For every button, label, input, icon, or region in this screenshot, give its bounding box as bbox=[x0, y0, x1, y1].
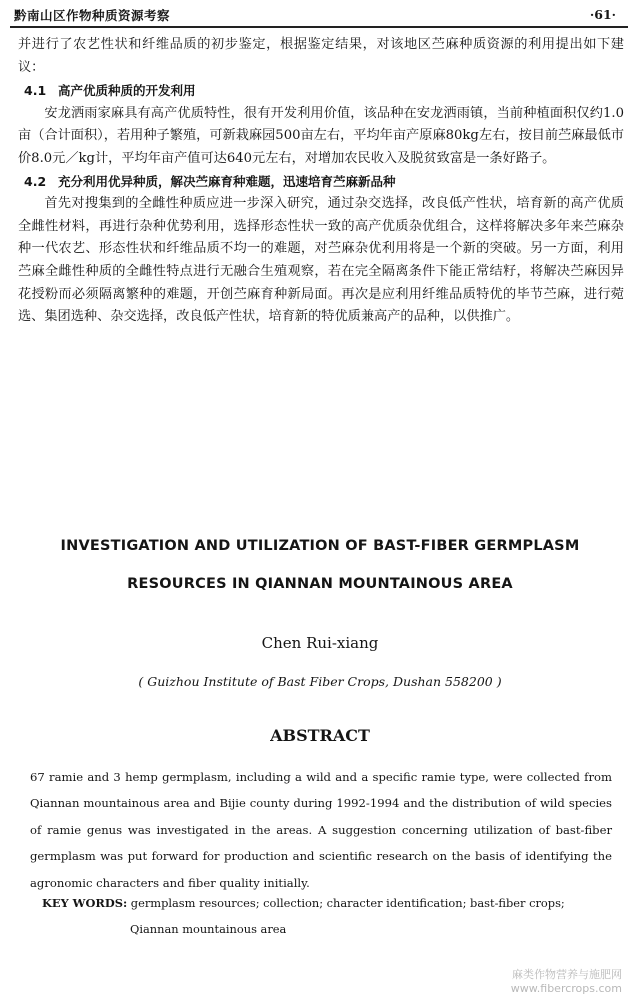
keywords bbox=[42, 890, 614, 942]
section-body-4-1: 安龙洒雨家麻具有高产优质特性，很有开发利用价值，该品种在安龙洒雨镇，当前种植面积仅约1.0亩（合计面积），若用种子繁殖，可新栽麻园500亩左右，平均年亩产原麻80kg左右，按目前苎麻最低市价8.0元／kg计，平均年亩产值可达640元左右，对增加农民收入及脱贫致富是一条好路子。 bbox=[18, 105, 624, 166]
author-affiliation: ( Guizhou Institute of Bast Fiber Crops, Dushan 558200 ) bbox=[138, 674, 502, 689]
site-watermark bbox=[511, 968, 622, 996]
section-title: 高产优质种质的开发利用 bbox=[58, 83, 196, 99]
watermark-url: www.fibercrops.com bbox=[510, 982, 622, 995]
section-number: 4.2 bbox=[24, 173, 47, 189]
abstract-heading: ABSTRACT bbox=[270, 726, 370, 745]
section-heading-4-2 bbox=[18, 171, 624, 194]
section-title: 充分利用优异种质，解决苎麻育种难题，迅速培育苎麻新品种 bbox=[58, 173, 396, 189]
section-number: 4.1 bbox=[24, 83, 47, 99]
keywords-list-continued: Qiannan mountainous area bbox=[130, 922, 287, 936]
page-header bbox=[10, 4, 628, 28]
section-body-4-2: 首先对搜集到的全雌性种质应进一步深入研究，通过杂交选择，改良低产性状，培育新的高产优质全雌性材料，再进行杂种优势利用，选择形态性状一致的高产优质杂优组合，这样将解决多年来苎麻杂种一代农艺、形态性状和纤维品质不均一的难题，对苎麻杂优利用将是一个新的突破。另一方面，利用苎麻全雌性种质的全雌性特点进行无融合生殖观察，若在完全隔离条件下能正常结籽，将解决苎麻因异花授粉而必须隔离繁种的难题，开创苎麻育种新局面。再次是应利用纤维品质特优的毕节苎麻，进行菀选、集团选种、杂交选择，改良低产性状，培育新的特优质兼高产的品种，以供推广。 bbox=[18, 196, 624, 325]
english-title-line-1: INVESTIGATION AND UTILIZATION OF BAST-FIBER GERMPLASM bbox=[60, 538, 580, 554]
intro-paragraph: 并进行了农艺性状和纤维品质的初步鉴定，根据鉴定结果，对该地区苎麻种质资源的利用提出如下建议： bbox=[18, 37, 624, 75]
author-name: Chen Rui-xiang bbox=[261, 634, 379, 652]
keywords-list: germplasm resources; collection; character identification; bast-fiber crops; bbox=[130, 896, 565, 910]
page-number: ·61· bbox=[589, 7, 616, 22]
running-head: 黔南山区作物种质资源考察 bbox=[14, 8, 171, 23]
section-heading-4-1 bbox=[18, 80, 624, 103]
english-title-line-2: RESOURCES IN QIANNAN MOUNTAINOUS AREA bbox=[127, 576, 513, 592]
chinese-body bbox=[18, 34, 624, 329]
watermark-title: 麻类作物营养与施肥网 bbox=[512, 968, 622, 981]
keywords-label: KEY WORDS: bbox=[42, 896, 128, 910]
abstract-text: 67 ramie and 3 hemp germplasm, including a wild and a specific ramie type, were collected from Qiannan mountainous area and Bijie county during 1992-1994 and the distribution of wild species of ramie genus was investigated in the areas. A suggestion concerning utilization of bast-fiber germplasm was put forward for production and scientific research on the basis of identifying the agronomic characters and fiber quality initially. bbox=[30, 770, 612, 890]
